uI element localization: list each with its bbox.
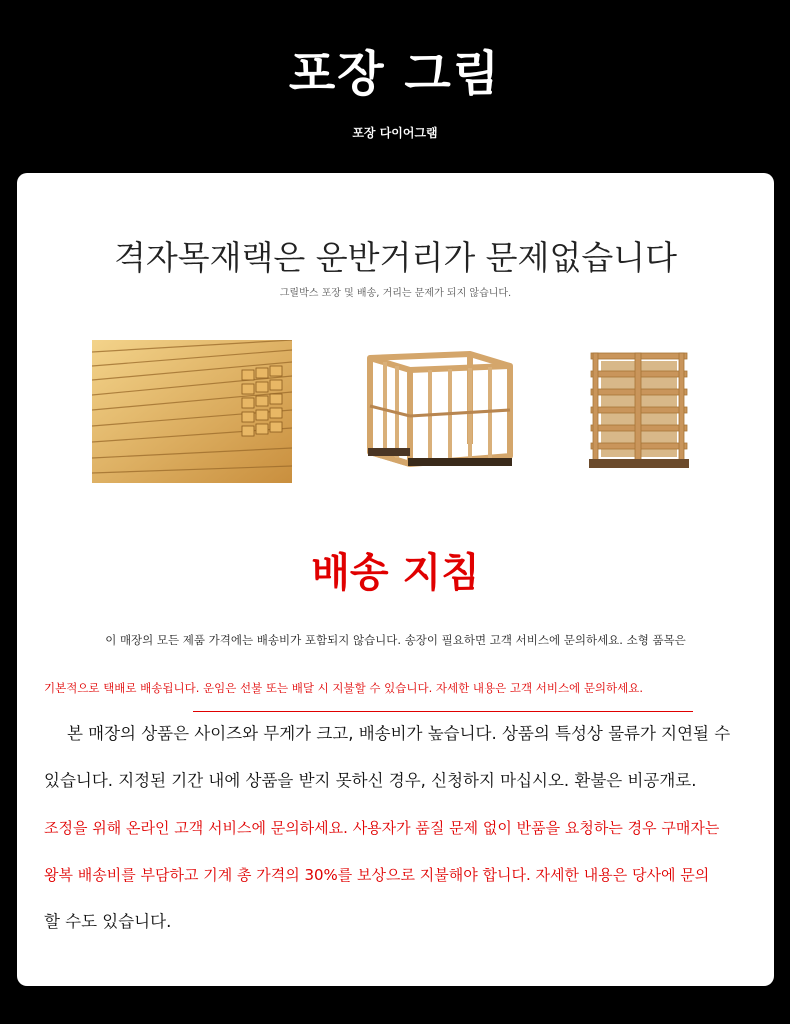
policy-line-5: 할 수도 있습니다. (44, 912, 172, 931)
policy-line-4: 왕복 배송비를 부담하고 기계 총 가격의 30%를 보상으로 지불해야 합니다. 자세한 내용은 당사에 문의 (44, 866, 710, 884)
page-subtitle: 포장 다이어그램 (352, 126, 438, 140)
red-divider (193, 711, 693, 712)
policy-line-3: 조정을 위해 온라인 고객 서비스에 문의하세요. 사용자가 품질 문제 없이 반품을 요청하는 경우 구매자는 (44, 819, 720, 837)
content-card (17, 173, 774, 986)
section-heading: 격자목재랙은 운반거리가 문제없습니다 (114, 238, 677, 277)
policy-line-1: 본 매장의 상품은 사이즈와 무게가 크고, 배송비가 높습니다. 상품의 특성상 물류가 지연될 수 (67, 724, 731, 743)
shipping-guidelines-heading: 배송 지침 (311, 550, 480, 596)
tall-crate-image (589, 347, 689, 470)
wooden-crate-image (360, 348, 515, 474)
shipping-note-line-2: 기본적으로 택배로 배송됩니다. 운임은 선불 또는 배달 시 지불할 수 있습니다. 자세한 내용은 고객 서비스에 문의하세요. (44, 681, 644, 695)
policy-line-2: 있습니다. 지정된 기간 내에 상품을 받지 못하신 경우, 신청하지 마십시오. 환불은 비공개로. (44, 771, 697, 790)
lumber-stack-image (92, 340, 292, 483)
shipping-note-line-1: 이 매장의 모든 제품 가격에는 배송비가 포함되지 않습니다. 송장이 필요하면 고객 서비스에 문의하세요. 소형 품목은 (105, 633, 686, 647)
page-title: 포장 그림 (288, 46, 502, 102)
section-subheading: 그릴박스 포장 및 배송, 거리는 문제가 되지 않습니다. (279, 288, 512, 299)
